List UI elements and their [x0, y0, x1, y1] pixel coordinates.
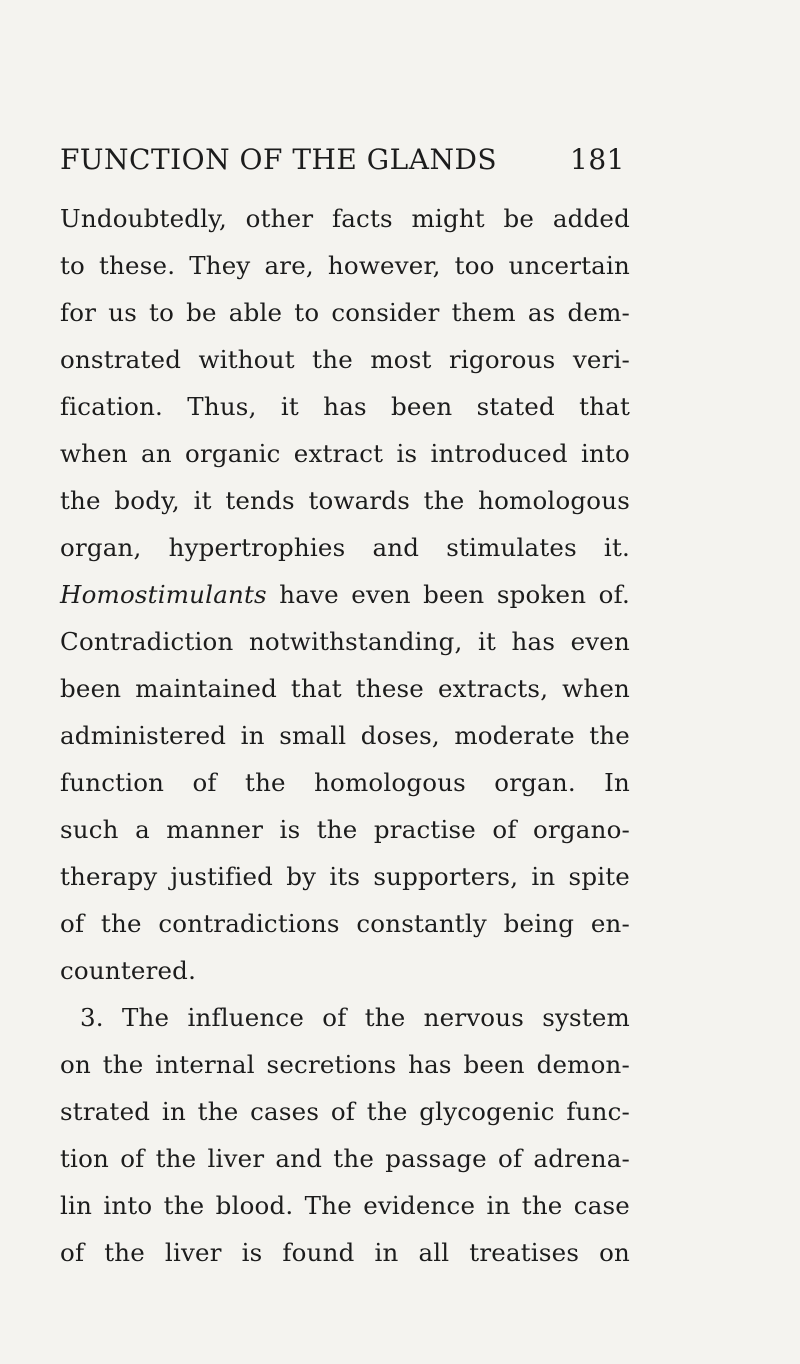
page-number: 181 [570, 143, 625, 176]
text-line: when an organic extract is introduced into [60, 439, 630, 468]
text-fragment: have even been spoken of. [266, 580, 630, 609]
text-line: Undoubtedly, other facts might be added [60, 204, 630, 233]
text-line: organ, hypertrophies and stimulates it. [60, 533, 630, 562]
text-line: administered in small doses, moderate the [60, 721, 630, 750]
text-line: of the contradictions constantly being en- [60, 909, 630, 938]
text-line: fication. Thus, it has been stated that [60, 392, 630, 421]
text-line: for us to be able to consider them as dem- [60, 298, 630, 327]
text-line [60, 571, 630, 618]
text-line: been maintained that these extracts, when [60, 674, 630, 703]
text-line: therapy justified by its supporters, in spite [60, 862, 630, 891]
text-line: to these. They are, however, too uncertain [60, 251, 630, 280]
page-header [60, 143, 625, 183]
text-line: tion of the liver and the passage of adrena- [60, 1144, 630, 1173]
text-line: lin into the blood. The evidence in the case [60, 1191, 630, 1220]
text-line: such a manner is the practise of organo- [60, 815, 630, 844]
text-line: function of the homologous organ. In [60, 768, 630, 797]
running-title: FUNCTION OF THE GLANDS [60, 143, 498, 176]
text-line: strated in the cases of the glycogenic func- [60, 1097, 630, 1126]
text-line: of the liver is found in all treatises on [60, 1238, 630, 1267]
text-line: on the internal secretions has been demon- [60, 1050, 630, 1079]
italic-term: Homostimulants [60, 580, 267, 609]
body-text [60, 195, 630, 1276]
text-line: onstrated without the most rigorous veri- [60, 345, 630, 374]
text-line: countered. [60, 956, 197, 985]
text-line: 3. The influence of the nervous system [80, 1003, 630, 1032]
text-line: the body, it tends towards the homologous [60, 486, 630, 515]
text-line: Contradiction notwithstanding, it has even [60, 627, 630, 656]
